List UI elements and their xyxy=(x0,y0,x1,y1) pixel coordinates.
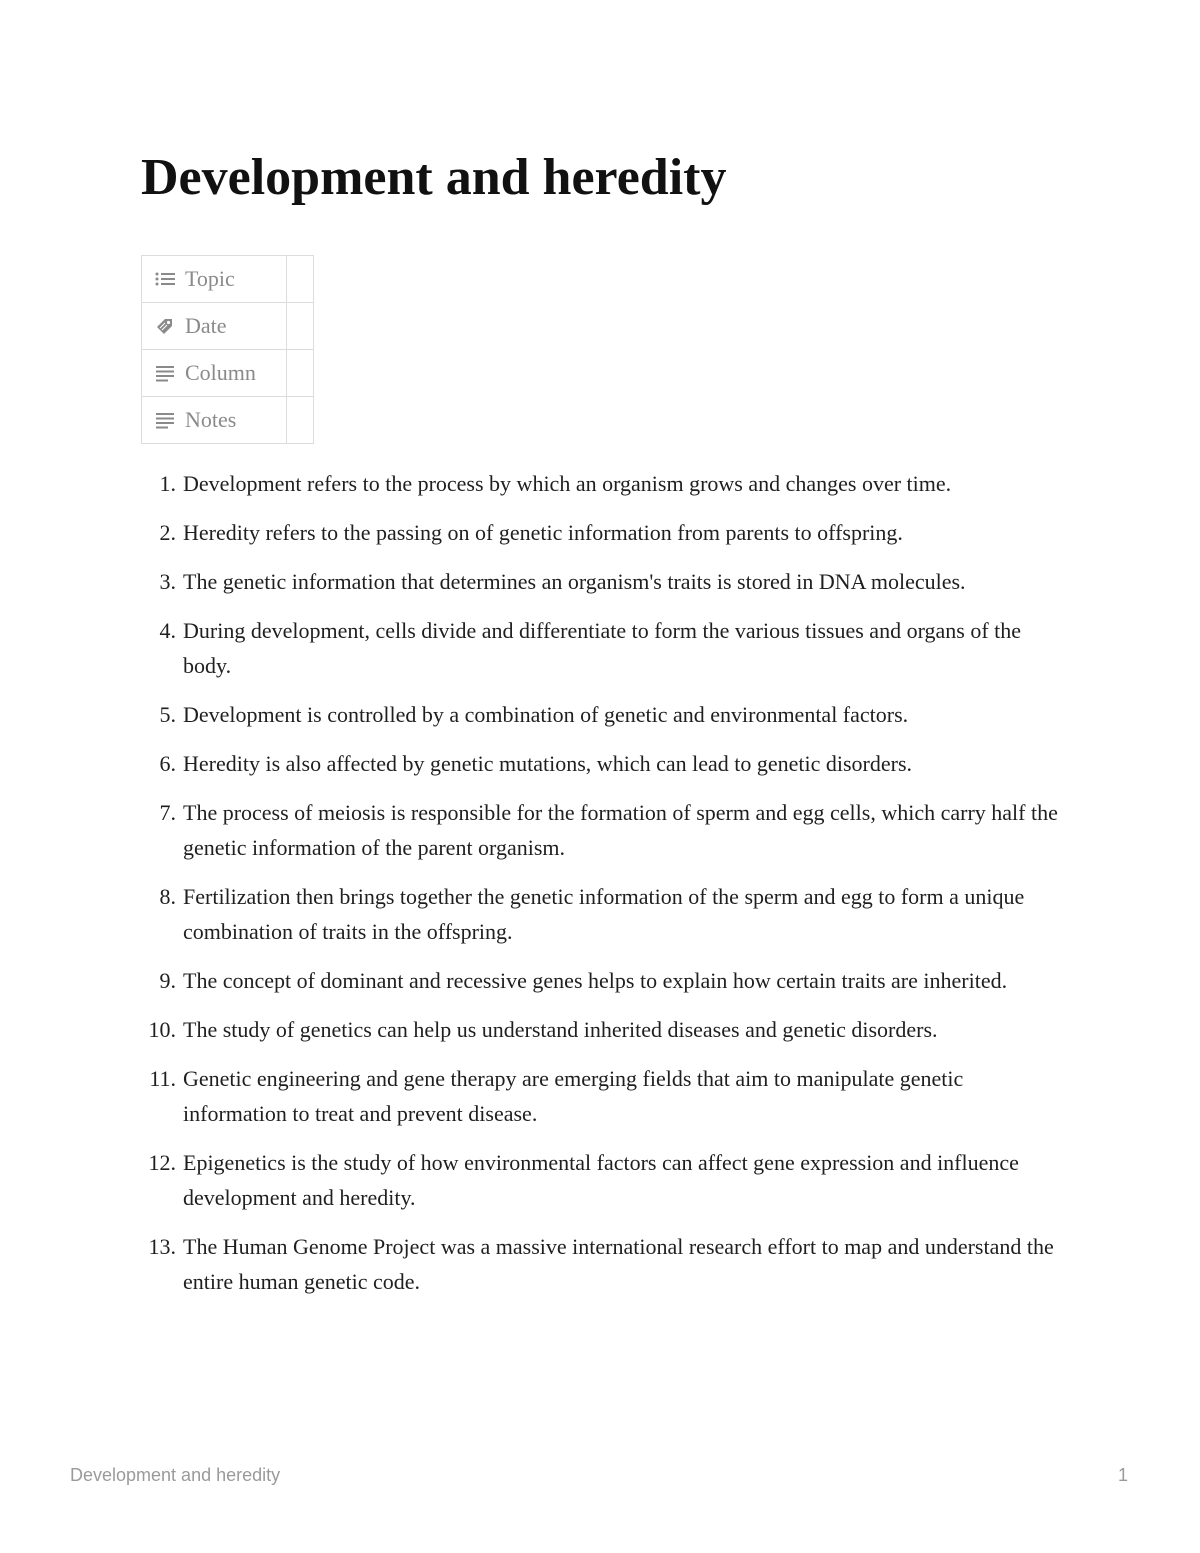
list-item-number: 4. xyxy=(159,618,176,643)
list-item-text: Genetic engineering and gene therapy are emerging fields that aim to manipulate genetic information to treat and prevent disease. xyxy=(183,1066,964,1126)
list-item-text: The study of genetics can help us understand inherited diseases and genetic disorders. xyxy=(183,1017,938,1042)
list-item xyxy=(0,613,1200,683)
property-value-cell[interactable] xyxy=(287,303,314,350)
list-item-text: During development, cells divide and differentiate to form the various tissues and organs of the body. xyxy=(183,618,1022,678)
text-lines-icon xyxy=(154,410,176,430)
footer-document-title: Development and heredity xyxy=(70,1465,281,1485)
text-lines-icon xyxy=(154,363,176,383)
list-item-text: Fertilization then brings together the genetic information of the sperm and egg to form a unique combination of traits in the offspring. xyxy=(183,884,1025,944)
footer-page-number: 1 xyxy=(1117,1465,1128,1485)
property-label: Topic xyxy=(185,266,235,291)
property-row-date[interactable] xyxy=(142,303,314,350)
list-item xyxy=(0,1145,1200,1215)
list-item xyxy=(0,795,1200,865)
property-name-cell xyxy=(142,303,287,350)
property-row-column[interactable] xyxy=(142,350,314,397)
list-item-text: The concept of dominant and recessive genes helps to explain how certain traits are inherited. xyxy=(183,968,1008,993)
list-item-text: Development is controlled by a combination of genetic and environmental factors. xyxy=(183,702,909,727)
list-item xyxy=(0,515,1200,550)
list-item-text: Epigenetics is the study of how environmental factors can affect gene expression and influence development and heredity. xyxy=(183,1150,1019,1210)
property-label: Notes xyxy=(185,407,237,432)
property-value-cell[interactable] xyxy=(287,350,314,397)
list-item-number: 6. xyxy=(159,751,176,776)
property-value-cell[interactable] xyxy=(287,256,314,303)
list-item-number: 9. xyxy=(159,968,176,993)
notes-list xyxy=(0,466,1200,1313)
list-item-number: 8. xyxy=(159,884,176,909)
list-item-number: 1. xyxy=(159,471,176,496)
list-item-number: 10. xyxy=(148,1017,176,1042)
tag-icon xyxy=(154,316,176,336)
list-item-number: 12. xyxy=(148,1150,176,1175)
list-item xyxy=(0,697,1200,732)
property-name-cell xyxy=(142,350,287,397)
list-item xyxy=(0,963,1200,998)
list-item-number: 7. xyxy=(159,800,176,825)
list-item xyxy=(0,1012,1200,1047)
list-item-number: 13. xyxy=(148,1234,176,1259)
list-item-number: 3. xyxy=(159,569,176,594)
list-icon xyxy=(154,269,176,289)
list-item-text: The process of meiosis is responsible for the formation of sperm and egg cells, which carry half the genetic information of the parent organism. xyxy=(183,800,1058,860)
property-name-cell xyxy=(142,397,287,444)
property-value-cell[interactable] xyxy=(287,397,314,444)
list-item-text: The Human Genome Project was a massive international research effort to map and understand the entire human genetic code. xyxy=(183,1234,1054,1294)
list-item-text: The genetic information that determines an organism's traits is stored in DNA molecules. xyxy=(183,569,966,594)
list-item-number: 2. xyxy=(159,520,176,545)
list-item xyxy=(0,746,1200,781)
list-item-text: Development refers to the process by which an organism grows and changes over time. xyxy=(183,471,952,496)
list-item-number: 5. xyxy=(159,702,176,727)
property-label: Date xyxy=(185,313,227,338)
list-item-text: Heredity is also affected by genetic mutations, which can lead to genetic disorders. xyxy=(183,751,913,776)
property-row-notes[interactable] xyxy=(142,397,314,444)
property-name-cell xyxy=(142,256,287,303)
property-label: Column xyxy=(185,360,256,385)
list-item xyxy=(0,564,1200,599)
list-item-text: Heredity refers to the passing on of genetic information from parents to offspring. xyxy=(183,520,903,545)
list-item xyxy=(0,1229,1200,1299)
page-title: Development and heredity xyxy=(141,149,727,206)
properties-table xyxy=(141,255,314,444)
list-item xyxy=(0,879,1200,949)
list-item-number: 11. xyxy=(149,1066,176,1091)
list-item xyxy=(0,466,1200,501)
list-item xyxy=(0,1061,1200,1131)
property-row-topic[interactable] xyxy=(142,256,314,303)
